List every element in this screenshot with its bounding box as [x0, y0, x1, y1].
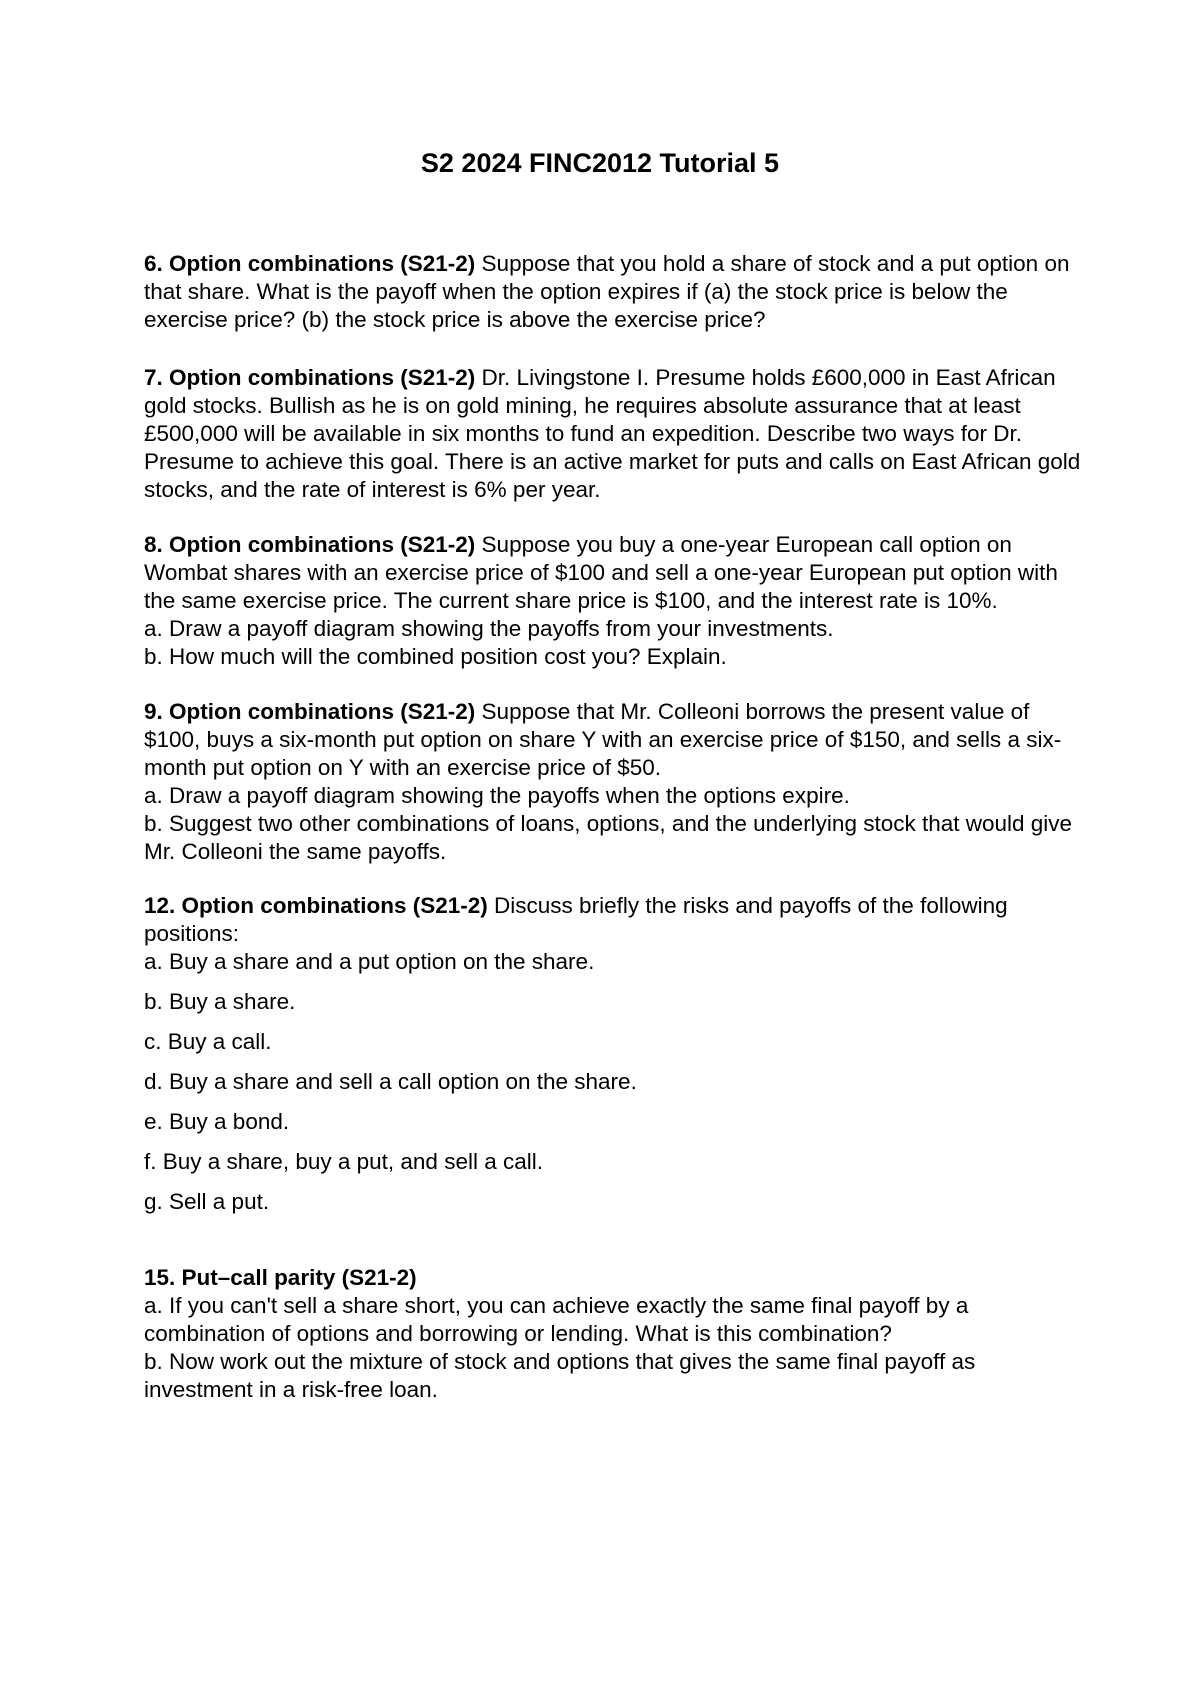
page-title: S2 2024 FINC2012 Tutorial 5 — [420, 148, 780, 178]
question-15 — [144, 1264, 1084, 1404]
question-12-text — [144, 892, 1084, 948]
document-body — [144, 250, 1084, 1404]
question-7-body: Dr. Livingstone I. Presume holds £600,000 in East African gold stocks. Bullish as he is on gold mining, he requires absolute assurance that at least £500,000 will be available in six months to fund an expedition. Describe two ways for Dr. Presume to achieve this goal. There is an active market for puts and calls on East African gold stocks, and the rate of interest is 6% per year. — [144, 365, 1081, 502]
question-12 — [144, 892, 1084, 1216]
question-6-heading: 6. Option combinations (S21-2) — [144, 251, 476, 276]
question-15-part-b: b. Now work out the mixture of stock and options that gives the same final payoff as investment in a risk-free loan. — [144, 1349, 976, 1402]
question-7 — [144, 364, 1084, 504]
question-9-part-b: b. Suggest two other combinations of loans, options, and the underlying stock that would give Mr. Colleoni the same payoffs. — [144, 811, 1073, 864]
question-8-text — [144, 531, 1084, 615]
question-12-item-e: e. Buy a bond. — [144, 1109, 290, 1134]
question-15-heading: 15. Put–call parity (S21-2) — [144, 1265, 417, 1290]
question-6-text — [144, 250, 1084, 334]
question-12-body: Discuss briefly the risks and payoffs of the following positions: — [144, 893, 1008, 946]
question-8-part-b: b. How much will the combined position cost you? Explain. — [144, 644, 727, 669]
question-9-part-a: a. Draw a payoff diagram showing the payoffs when the options expire. — [144, 783, 850, 808]
question-9-text — [144, 698, 1084, 782]
question-12-item-a: a. Buy a share and a put option on the share. — [144, 949, 595, 974]
question-6-body: Suppose that you hold a share of stock and a put option on that share. What is the payoff when the option expires if (a) the stock price is below the exercise price? (b) the stock price is above the exercise price? — [144, 251, 1070, 332]
question-8-heading: 8. Option combinations (S21-2) — [144, 532, 476, 557]
question-15-part-a: a. If you can't sell a share short, you can achieve exactly the same final payoff by a combination of options and borrowing or lending. What is this combination? — [144, 1293, 969, 1346]
question-7-heading: 7. Option combinations (S21-2) — [144, 365, 476, 390]
question-12-heading: 12. Option combinations (S21-2) — [144, 893, 488, 918]
question-9-body: Suppose that Mr. Colleoni borrows the present value of $100, buys a six-month put option on share Y with an exercise price of $150, and sells a six-month put option on Y with an exercise price of $50. — [144, 699, 1062, 780]
question-12-item-g: g. Sell a put. — [144, 1189, 270, 1214]
question-8-part-a: a. Draw a payoff diagram showing the payoffs from your investments. — [144, 616, 834, 641]
question-7-text — [144, 364, 1084, 504]
question-12-item-d: d. Buy a share and sell a call option on the share. — [144, 1069, 637, 1094]
question-12-item-b: b. Buy a share. — [144, 989, 296, 1014]
question-6 — [144, 250, 1084, 334]
question-12-item-f: f. Buy a share, buy a put, and sell a call. — [144, 1149, 543, 1174]
question-8 — [144, 531, 1084, 671]
question-9-heading: 9. Option combinations (S21-2) — [144, 699, 476, 724]
question-9 — [144, 698, 1084, 866]
question-12-item-c: c. Buy a call. — [144, 1029, 272, 1054]
question-8-body: Suppose you buy a one-year European call option on Wombat shares with an exercise price of $100 and sell a one-year European put option with the same exercise price. The current share price is $100, and the interest rate is 10%. — [144, 532, 1058, 613]
